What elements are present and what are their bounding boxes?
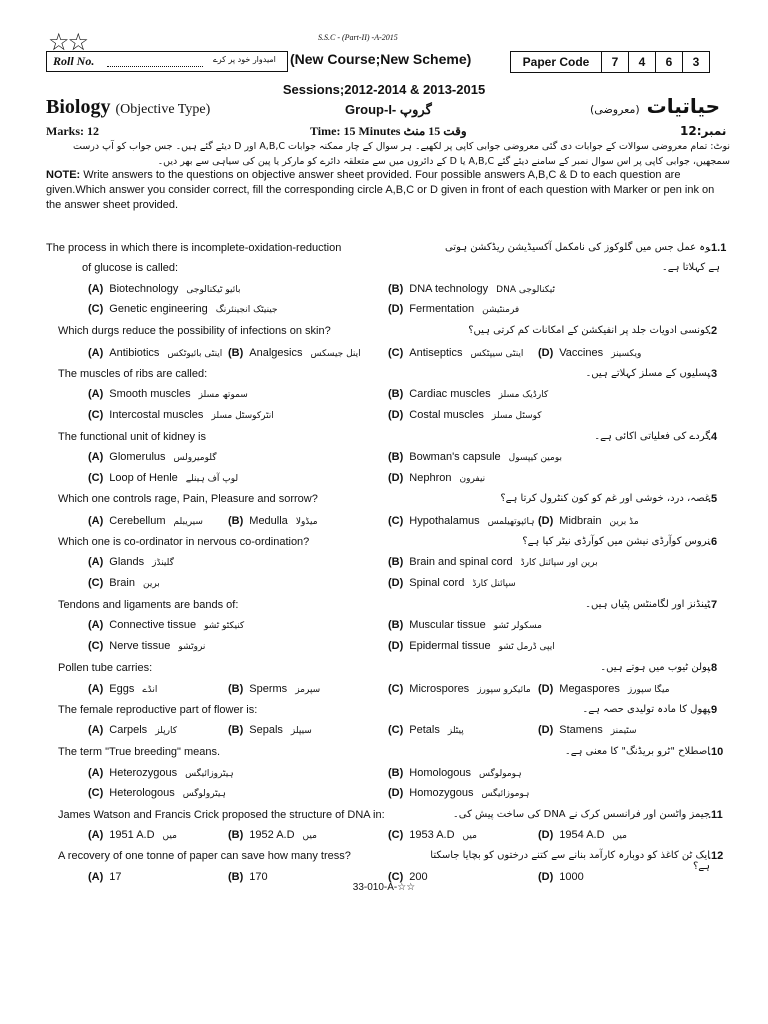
- option-urdu: کارڈیک مسلز: [498, 390, 549, 400]
- option-urdu: گلینڈز: [152, 558, 174, 568]
- option-text: Biotechnology: [109, 283, 179, 295]
- option-text: Heterozygous: [109, 767, 178, 779]
- option-urdu: سیپلز: [290, 726, 312, 736]
- option-10-C: [88, 787, 226, 799]
- option-7-B: [388, 619, 542, 631]
- option-8-C: [388, 683, 531, 695]
- option-letter: (B): [388, 556, 404, 568]
- option-5-C: [388, 515, 535, 527]
- option-text: Petals: [409, 724, 440, 736]
- option-11-C: [388, 829, 477, 841]
- english-instructions: [46, 168, 730, 213]
- option-letter: (C): [388, 829, 404, 841]
- option-letter: (C): [88, 303, 104, 315]
- footer-code: 33-010-A-☆☆: [352, 882, 416, 893]
- option-letter: (D): [388, 303, 404, 315]
- option-text: Glands: [109, 556, 145, 568]
- question-text-6: Which one is co-ordinator in nervous co-ordination?: [58, 536, 310, 548]
- paper-code-digit: 6: [655, 52, 682, 72]
- option-letter: (A): [88, 515, 104, 527]
- option-urdu: بومین کیپسول: [508, 453, 562, 463]
- group-label: Group-I- گروپ: [345, 102, 432, 117]
- question-text-5: Which one controls rage, Pain, Pleasure and sorrow?: [58, 493, 318, 505]
- option-urdu: اینٹی بائیوٹکس: [167, 349, 223, 359]
- option-text: Fermentation: [409, 303, 475, 315]
- option-9-D: [538, 724, 637, 736]
- question-urdu-number-4: .4: [708, 431, 718, 443]
- option-1-A: [88, 283, 240, 295]
- option-letter: (A): [88, 556, 104, 568]
- roll-blank: [107, 66, 203, 67]
- option-letter: (B): [228, 683, 244, 695]
- option-4-C: [88, 472, 238, 484]
- option-5-D: [538, 515, 639, 527]
- option-1-D: [388, 303, 519, 315]
- option-11-D: [538, 829, 627, 841]
- question-text-cont-1: of glucose is called:: [82, 262, 178, 274]
- option-urdu: میں: [612, 831, 627, 841]
- option-text: Cerebellum: [109, 515, 166, 527]
- option-letter: (C): [88, 577, 104, 589]
- marks: Marks: 12: [46, 124, 99, 138]
- option-text: Smooth muscles: [109, 388, 191, 400]
- option-letter: (D): [538, 683, 554, 695]
- option-urdu: فرمنٹیشن: [482, 305, 520, 315]
- option-urdu: نروٹشو: [178, 642, 206, 652]
- option-text: 1000: [559, 871, 584, 883]
- option-text: Megaspores: [559, 683, 620, 695]
- option-3-B: [388, 388, 548, 400]
- option-letter: (D): [538, 724, 554, 736]
- option-urdu: بائیو ٹیکنالوجی: [186, 285, 241, 295]
- option-urdu: ہوموزائیگس: [481, 789, 530, 799]
- option-text: Bowman's capsule: [409, 451, 501, 463]
- option-urdu: کارپلز: [155, 726, 178, 736]
- paper-code-digit: 7: [601, 52, 628, 72]
- paper-code-label: Paper Code: [522, 55, 590, 69]
- option-text: DNA technology: [409, 283, 489, 295]
- option-text: Analgesics: [249, 347, 303, 359]
- option-letter: (D): [388, 409, 404, 421]
- option-urdu: انڈے: [142, 685, 158, 695]
- option-text: Heterologous: [109, 787, 175, 799]
- question-urdu-10: اصطلاح "ٹرو بریڈنگ" کا معنی ہے۔: [564, 746, 710, 757]
- question-urdu-11: جیمز واٹسن اور فرانسس کرک نے DNA کی ساخت پیش کی۔: [452, 809, 710, 820]
- option-text: Nerve tissue: [109, 640, 171, 652]
- subject-type: (Objective Type): [115, 102, 211, 117]
- question-urdu-2: کونسی ادویات جلد پر انفیکشن کے امکانات کم کرتی ہیں؟: [468, 325, 710, 336]
- option-11-A: [88, 829, 177, 841]
- option-letter: (B): [388, 451, 404, 463]
- option-text: 1952 A.D: [249, 829, 295, 841]
- question-urdu-1: وہ عمل جس میں گلوکوز کی نامکمل آکسیڈیشن ریڈکشن ہوتی: [444, 242, 710, 253]
- option-text: 1951 A.D: [109, 829, 155, 841]
- option-text: 170: [249, 871, 268, 883]
- option-text: Connective tissue: [109, 619, 197, 631]
- option-text: Vaccines: [559, 347, 604, 359]
- option-text: 17: [109, 871, 122, 883]
- option-text: Homozygous: [409, 787, 474, 799]
- option-10-D: [388, 787, 529, 799]
- board-code: S.S.C - (Part-II) -A-2015: [318, 33, 398, 42]
- option-letter: (C): [388, 871, 404, 883]
- question-urdu-number-1: .1.1: [708, 242, 727, 254]
- option-10-B: [388, 767, 522, 779]
- option-urdu: ہیٹرولوگس: [182, 789, 226, 799]
- option-urdu: میڈولا: [295, 517, 318, 527]
- option-1-B: [388, 283, 555, 295]
- option-urdu: ویکسینز: [611, 349, 642, 359]
- question-urdu-9: پھول کا مادہ تولیدی حصہ ہے۔: [582, 704, 710, 715]
- option-text: 1953 A.D: [409, 829, 455, 841]
- option-urdu: برین اور سپائنل کارڈ: [520, 558, 598, 568]
- option-letter: (A): [88, 347, 104, 359]
- option-text: Epidermal tissue: [409, 640, 491, 652]
- option-letter: (A): [88, 388, 104, 400]
- option-urdu: اینل جیسکس: [310, 349, 361, 359]
- option-urdu: جینیٹک انجینئرنگ: [215, 305, 278, 315]
- option-6-D: [388, 577, 516, 589]
- option-text: Brain: [109, 577, 135, 589]
- option-7-A: [88, 619, 244, 631]
- question-text-9: The female reproductive part of flower is:: [58, 704, 258, 716]
- option-letter: (D): [388, 640, 404, 652]
- option-urdu: میں: [302, 831, 317, 841]
- option-text: Nephron: [409, 472, 452, 484]
- option-8-D: [538, 683, 670, 695]
- option-7-C: [88, 640, 205, 652]
- option-letter: (D): [538, 347, 554, 359]
- option-1-C: [88, 303, 278, 315]
- question-text-3: The muscles of ribs are called:: [58, 368, 208, 380]
- option-text: Brain and spinal cord: [409, 556, 513, 568]
- option-text: Midbrain: [559, 515, 602, 527]
- option-text: Eggs: [109, 683, 135, 695]
- option-text: Microspores: [409, 683, 470, 695]
- option-letter: (B): [228, 347, 244, 359]
- option-urdu: سپائنل کارڈ: [472, 579, 516, 589]
- question-urdu-number-10: .10: [708, 746, 724, 758]
- option-urdu: پیٹلز: [447, 726, 464, 736]
- option-text: 1954 A.D: [559, 829, 605, 841]
- option-letter: (B): [228, 515, 244, 527]
- option-text: Sepals: [249, 724, 283, 736]
- option-text: Antiseptics: [409, 347, 463, 359]
- option-letter: (C): [388, 683, 404, 695]
- question-text-10: The term "True breeding" means.: [58, 746, 221, 758]
- option-letter: (D): [388, 787, 404, 799]
- option-letter: (B): [228, 829, 244, 841]
- subject-urdu-type: (معروضی): [590, 103, 640, 116]
- option-text: Hypothalamus: [409, 515, 480, 527]
- option-5-B: [228, 515, 318, 527]
- option-text: Cardiac muscles: [409, 388, 491, 400]
- paper-code-digit: 4: [628, 52, 655, 72]
- option-text: 200: [409, 871, 428, 883]
- question-urdu-number-9: .9: [708, 704, 718, 716]
- star-mark: ☆☆: [48, 28, 88, 56]
- option-letter: (A): [88, 829, 104, 841]
- question-urdu-3: پسلیوں کے مسلز کہلاتے ہیں۔: [585, 368, 710, 379]
- option-5-A: [88, 515, 203, 527]
- question-text-1: The process in which there is incomplete-oxidation-reduction: [46, 242, 342, 254]
- option-text: Medulla: [249, 515, 288, 527]
- option-letter: (C): [388, 515, 404, 527]
- course-scheme: (New Course;New Scheme): [290, 51, 472, 67]
- option-9-C: [388, 724, 464, 736]
- option-letter: (C): [388, 347, 404, 359]
- option-letter: (C): [88, 640, 104, 652]
- option-letter: (B): [228, 871, 244, 883]
- option-6-B: [388, 556, 598, 568]
- option-text: Antibiotics: [109, 347, 160, 359]
- option-urdu: ہومولوگس: [479, 769, 522, 779]
- question-urdu-cont-1: ہے کہلاتا ہے۔: [661, 262, 720, 273]
- option-urdu: مائیکرو سپورز: [477, 685, 531, 695]
- marks-urdu: نمبر:12: [680, 124, 727, 138]
- subject-urdu-name: حیاتیات: [646, 94, 721, 118]
- option-letter: (D): [538, 871, 554, 883]
- option-urdu: اینٹی سیپٹکس: [470, 349, 524, 359]
- option-urdu: کوسٹل مسلز: [491, 411, 542, 421]
- option-3-D: [388, 409, 542, 421]
- question-text-4: The functional unit of kidney is: [58, 431, 206, 443]
- option-urdu: لوپ آف ہینلے: [185, 474, 239, 484]
- question-text-12: A recovery of one tonne of paper can save how many tress?: [58, 850, 351, 862]
- option-4-B: [388, 451, 562, 463]
- option-3-C: [88, 409, 274, 421]
- roll-urdu-label: امیدوار خود پر کرے: [213, 55, 276, 64]
- option-text: Stamens: [559, 724, 603, 736]
- option-urdu: انٹرکوسٹل مسلز: [211, 411, 274, 421]
- option-urdu: سیریبلم: [173, 517, 203, 527]
- option-urdu: میں: [162, 831, 177, 841]
- option-11-B: [228, 829, 317, 841]
- option-4-D: [388, 472, 485, 484]
- question-urdu-number-12: .12: [708, 850, 724, 862]
- option-2-D: [538, 347, 641, 359]
- option-letter: (D): [388, 472, 404, 484]
- question-urdu-number-2: .2: [708, 325, 718, 337]
- option-letter: (D): [538, 515, 554, 527]
- option-10-A: [88, 767, 234, 779]
- option-text: Muscular tissue: [409, 619, 486, 631]
- option-6-C: [88, 577, 160, 589]
- option-letter: (A): [88, 871, 104, 883]
- option-letter: (C): [88, 409, 104, 421]
- option-urdu: مسکولر ٹشو: [493, 621, 542, 631]
- option-9-A: [88, 724, 177, 736]
- paper-code-box: [510, 51, 710, 73]
- option-text: Glomerulus: [109, 451, 166, 463]
- option-letter: (B): [228, 724, 244, 736]
- subject-title: [46, 96, 210, 119]
- option-urdu: گلومیرولس: [173, 453, 217, 463]
- option-letter: (D): [388, 577, 404, 589]
- roll-number-box: [46, 51, 288, 72]
- option-8-B: [228, 683, 320, 695]
- option-6-A: [88, 556, 174, 568]
- option-urdu: سپرمز: [295, 685, 321, 695]
- option-urdu: کنیکٹو ٹشو: [204, 621, 245, 631]
- option-2-A: [88, 347, 222, 359]
- option-letter: (B): [388, 619, 404, 631]
- option-text: Spinal cord: [409, 577, 465, 589]
- urdu-instructions: نوٹ: تمام معروضی سوالات کے جوابات دی گئی معروضی جوابی کاپی پر لکھیے۔ ہر سوال کے چار ممکنہ جوابات A,B,C اور D دیئے گئے ہیں۔ جس جواب کو آپ درست سمجھیں، جوابی کاپی پر اس سوال نمبر کے سامنے دیئے گئے A,B,C یا D کے دائروں میں سے متعلقہ دائرے کو مارکر یا پین کی سیاہی سے بھر دیں۔: [73, 141, 730, 167]
- option-urdu: ہائپوتھیلمس: [487, 517, 535, 527]
- question-urdu-number-5: .5: [708, 493, 718, 505]
- option-letter: (B): [388, 767, 404, 779]
- note-text: Write answers to the questions on objective answer sheet provided. Four possible answers A,B,C & D to each question are given.Which answer you consider correct, fill the corresponding circle A,B,C or D given in front of each question with Marker or pen ink on the answer sheet provided.: [46, 169, 715, 211]
- option-text: Loop of Henle: [109, 472, 178, 484]
- question-urdu-8: پولن ٹیوب میں ہوتے ہیں۔: [600, 662, 710, 673]
- question-urdu-number-3: .3: [708, 368, 718, 380]
- option-urdu: ہیٹروزائیگس: [185, 769, 234, 779]
- note-label: NOTE:: [46, 169, 81, 181]
- subject-name: Biology: [46, 96, 111, 118]
- option-text: Homologous: [409, 767, 472, 779]
- option-letter: (B): [388, 283, 404, 295]
- option-urdu: ایپی ڈرمل ٹشو: [498, 642, 555, 652]
- option-4-A: [88, 451, 217, 463]
- option-urdu: سٹیمنز: [610, 726, 637, 736]
- question-urdu-number-7: .7: [708, 599, 718, 611]
- option-letter: (A): [88, 451, 104, 463]
- question-text-7: Tendons and ligaments are bands of:: [58, 599, 239, 611]
- option-urdu: DNA ٹیکنالوجی: [496, 285, 555, 295]
- option-text: Intercostal muscles: [109, 409, 204, 421]
- question-urdu-5: غصہ، درد، خوشی اور غم کو کون کنٹرول کرتا ہے؟: [500, 493, 710, 504]
- sessions: Sessions;2012-2014 & 2013-2015: [282, 82, 486, 97]
- roll-label: Roll No.: [53, 54, 95, 68]
- question-text-11: James Watson and Francis Crick proposed the structure of DNA in:: [58, 809, 385, 821]
- option-urdu: میگا سپورز: [627, 685, 670, 695]
- option-letter: (B): [388, 388, 404, 400]
- question-text-2: Which durgs reduce the possibility of infections on skin?: [58, 325, 331, 337]
- option-letter: (A): [88, 619, 104, 631]
- time-allowed: Time: 15 Minutes وقت 15 منٹ: [310, 124, 467, 138]
- option-2-C: [388, 347, 523, 359]
- option-letter: (A): [88, 767, 104, 779]
- option-letter: (A): [88, 683, 104, 695]
- option-urdu: سموتھ مسلز: [198, 390, 248, 400]
- question-urdu-12: ایک ٹن کاغذ کو دوبارہ کارآمد بنانے سے کتنے درختوں کو بچایا جاسکتا ہے؟: [430, 850, 710, 872]
- option-3-A: [88, 388, 248, 400]
- option-2-B: [228, 347, 361, 359]
- option-text: Sperms: [249, 683, 288, 695]
- option-letter: (D): [538, 829, 554, 841]
- question-urdu-number-8: .8: [708, 662, 718, 674]
- option-letter: (C): [88, 787, 104, 799]
- option-urdu: میں: [462, 831, 477, 841]
- option-letter: (A): [88, 724, 104, 736]
- option-8-A: [88, 683, 157, 695]
- paper-code-digit: 3: [682, 52, 709, 72]
- question-text-8: Pollen tube carries:: [58, 662, 153, 674]
- question-urdu-4: گردے کی فعلیاتی اکائی ہے۔: [594, 431, 710, 442]
- option-9-B: [228, 724, 312, 736]
- option-letter: (A): [88, 283, 104, 295]
- option-letter: (C): [88, 472, 104, 484]
- question-urdu-6: نروس کوآرڈی نیشن میں کوآرڈی نیٹر کیا ہے؟: [522, 536, 710, 547]
- subject-urdu: [590, 94, 720, 118]
- option-text: Carpels: [109, 724, 148, 736]
- option-letter: (C): [388, 724, 404, 736]
- option-urdu: برین: [142, 579, 160, 589]
- option-urdu: مڈ برین: [609, 517, 639, 527]
- question-urdu-number-11: .11: [708, 809, 723, 821]
- question-urdu-number-6: .6: [708, 536, 718, 548]
- option-text: Genetic engineering: [109, 303, 208, 315]
- option-urdu: نیفرون: [459, 474, 486, 484]
- option-7-D: [388, 640, 555, 652]
- question-urdu-7: ٹینڈنز اور لگامنٹس پٹیاں ہیں۔: [585, 599, 710, 610]
- option-text: Costal muscles: [409, 409, 484, 421]
